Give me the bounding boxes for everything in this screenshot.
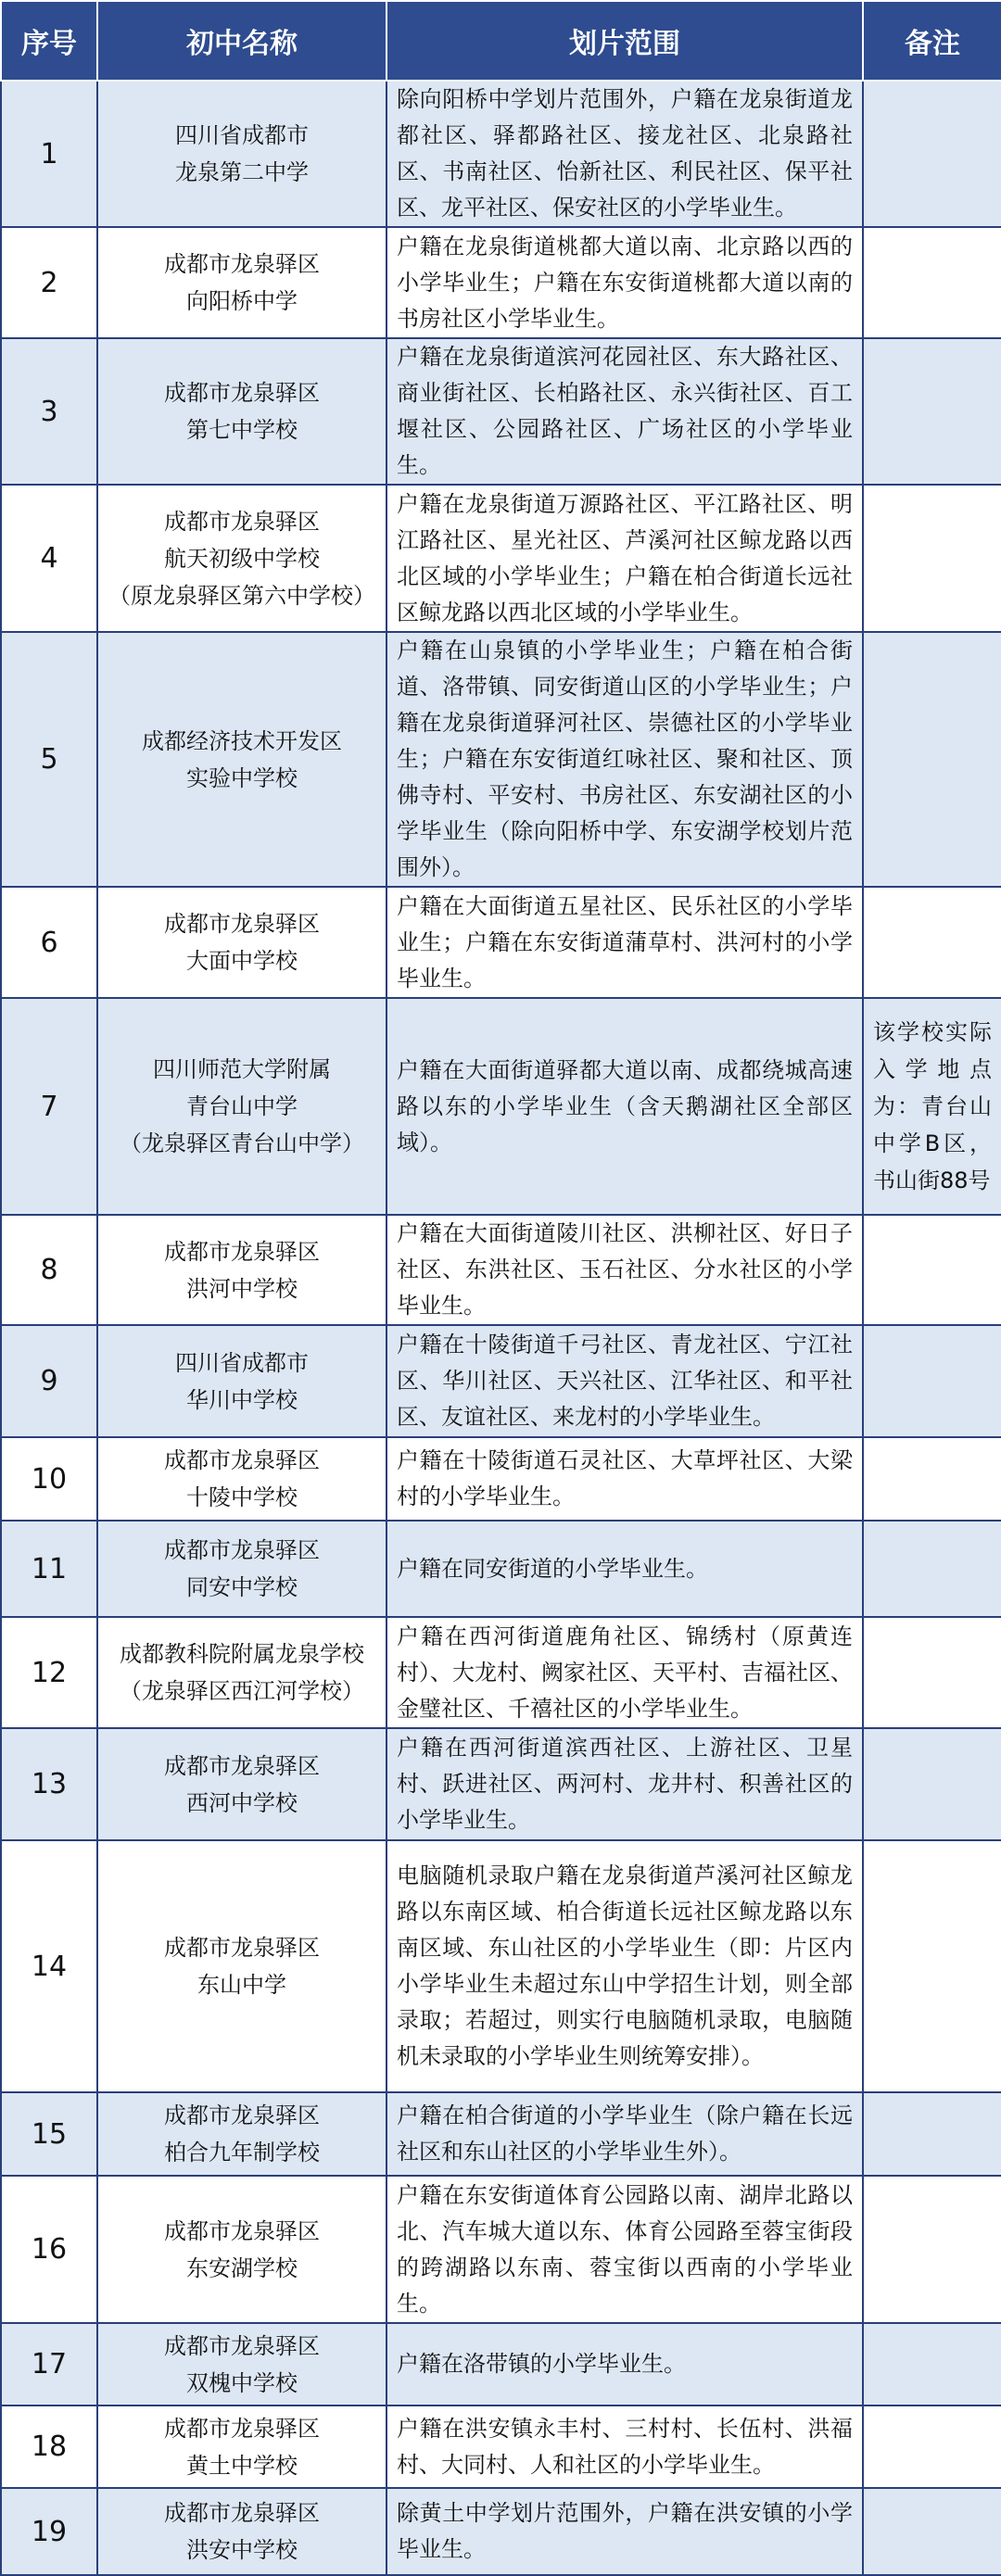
- school-name-line: 十陵中学校: [186, 1484, 298, 1510]
- table-row: [1, 338, 1001, 485]
- table-row: [1, 632, 1001, 887]
- school-name-line: 东安湖学校: [186, 2254, 298, 2281]
- row-number: 16: [1, 2176, 97, 2323]
- row-number: 10: [1, 1437, 97, 1521]
- school-name-line: 成都经济技术开发区: [142, 727, 342, 754]
- school-name: [97, 2488, 386, 2575]
- remark: [863, 1521, 1001, 1617]
- school-name: [97, 887, 386, 998]
- zoning-range: 户籍在洛带镇的小学毕业生。: [386, 2323, 863, 2406]
- remark: [863, 485, 1001, 632]
- school-name-line: 西河中学校: [186, 1789, 298, 1816]
- table-row: [1, 1728, 1001, 1840]
- school-name-line: 实验中学校: [186, 764, 298, 791]
- header-range: 划片范围: [386, 1, 863, 81]
- row-number: 1: [1, 81, 97, 227]
- zoning-range: 户籍在东安街道体育公园路以南、湖岸北路以北、汽车城大道以东、体育公园路至蓉宝街段的跨湖路以东南、蓉宝街以西南的小学毕业生。: [386, 2176, 863, 2323]
- row-number: 19: [1, 2488, 97, 2575]
- school-name-line: 成都教科院附属龙泉学校: [120, 1641, 364, 1667]
- school-name: [97, 2092, 386, 2176]
- school-name-line: 四川省成都市: [175, 1349, 309, 1376]
- zoning-range: 户籍在山泉镇的小学毕业生；户籍在柏合街道、洛带镇、同安街道山区的小学毕业生；户籍在龙泉街道驿河社区、崇德社区的小学毕业生；户籍在东安街道红咏社区、聚和社区、顶佛寺村、平安村、书房社区、东安湖社区的小学毕业生（除向阳桥中学、东安湖学校划片范围外）。: [386, 632, 863, 887]
- table-row: [1, 2092, 1001, 2176]
- school-name: [97, 338, 386, 485]
- table-row: [1, 81, 1001, 227]
- header-seq: 序号: [1, 1, 97, 81]
- school-name: [97, 1840, 386, 2092]
- school-name-line: 青台山中学: [186, 1093, 298, 1119]
- remark: [863, 2092, 1001, 2176]
- remark: [863, 81, 1001, 227]
- school-name-line: 成都市龙泉驿区: [164, 2415, 320, 2442]
- school-name: [97, 998, 386, 1215]
- zoning-range: 户籍在龙泉街道万源路社区、平江路社区、明江路社区、星光社区、芦溪河社区鲸龙路以西北区域的小学毕业生；户籍在柏合街道长远社区鲸龙路以西北区域的小学毕业生。: [386, 485, 863, 632]
- zoning-range: 户籍在洪安镇永丰村、三村村、长伍村、洪福村、大同村、人和社区的小学毕业生。: [386, 2406, 863, 2488]
- school-name-line: 向阳桥中学: [186, 288, 298, 314]
- school-name: [97, 2176, 386, 2323]
- row-number: 4: [1, 485, 97, 632]
- zoning-range: 户籍在龙泉街道滨河花园社区、东大路社区、商业街社区、长柏路社区、永兴街社区、百工堰社区、公园路社区、广场社区的小学毕业生。: [386, 338, 863, 485]
- zoning-range: 户籍在同安街道的小学毕业生。: [386, 1521, 863, 1617]
- row-number: 5: [1, 632, 97, 887]
- zoning-range: 户籍在柏合街道的小学毕业生（除户籍在长远社区和东山社区的小学毕业生外）。: [386, 2092, 863, 2176]
- row-number: 11: [1, 1521, 97, 1617]
- table-row: [1, 2488, 1001, 2575]
- remark: [863, 2176, 1001, 2323]
- remark: [863, 632, 1001, 887]
- row-number: 13: [1, 1728, 97, 1840]
- table-row: [1, 998, 1001, 1215]
- school-name-line: 黄土中学校: [186, 2452, 298, 2479]
- zoning-range: 户籍在大面街道陵川社区、洪柳社区、好日子社区、东洪社区、玉石社区、分水社区的小学毕业生。: [386, 1215, 863, 1325]
- zoning-range: 户籍在西河街道鹿角社区、锦绣村（原黄连村）、大龙村、阙家社区、天平村、吉福社区、金璧社区、千禧社区的小学毕业生。: [386, 1617, 863, 1728]
- remark: [863, 1840, 1001, 2092]
- school-name-line: 四川省成都市: [175, 122, 309, 148]
- school-name-line: 航天初级中学校: [164, 545, 320, 572]
- school-name-line: 四川师范大学附属: [153, 1056, 331, 1082]
- school-name: [97, 485, 386, 632]
- school-name-line: 同安中学校: [186, 1574, 298, 1600]
- zoning-range: 除黄土中学划片范围外，户籍在洪安镇的小学毕业生。: [386, 2488, 863, 2575]
- table-row: [1, 1215, 1001, 1325]
- remark: 该学校实际入学地点为：青台山中学B区，书山街88号: [863, 998, 1001, 1215]
- row-number: 7: [1, 998, 97, 1215]
- school-name-line: 大面中学校: [186, 948, 298, 974]
- school-name: [97, 1728, 386, 1840]
- zoning-range: 户籍在大面街道驿都大道以南、成都绕城高速路以东的小学毕业生（含天鹅湖社区全部区域）。: [386, 998, 863, 1215]
- remark: [863, 1215, 1001, 1325]
- table-row: [1, 1521, 1001, 1617]
- school-name-line: 成都市龙泉驿区: [164, 380, 320, 406]
- school-name-line: 东山中学: [197, 1972, 286, 1998]
- school-name: [97, 227, 386, 338]
- header-note: 备注: [863, 1, 1001, 81]
- table-row: [1, 1325, 1001, 1437]
- school-name: [97, 1437, 386, 1521]
- row-number: 17: [1, 2323, 97, 2406]
- table-row: [1, 1437, 1001, 1521]
- table-row: [1, 2323, 1001, 2406]
- table-row: [1, 227, 1001, 338]
- table-row: [1, 485, 1001, 632]
- table-header-row: [1, 1, 1001, 81]
- zoning-range: 户籍在十陵街道石灵社区、大草坪社区、大梁村的小学毕业生。: [386, 1437, 863, 1521]
- row-number: 3: [1, 338, 97, 485]
- remark: [863, 887, 1001, 998]
- table-row: [1, 1840, 1001, 2092]
- header-school: 初中名称: [97, 1, 386, 81]
- school-name-line: 成都市龙泉驿区: [164, 1238, 320, 1265]
- school-name-line: 双槐中学校: [186, 2369, 298, 2396]
- school-name-line: 成都市龙泉驿区: [164, 508, 320, 535]
- remark: [863, 227, 1001, 338]
- school-name-line: 成都市龙泉驿区: [164, 2500, 320, 2526]
- row-number: 15: [1, 2092, 97, 2176]
- school-name-line: 洪河中学校: [186, 1275, 298, 1302]
- school-name-line: 成都市龙泉驿区: [164, 2102, 320, 2128]
- remark: [863, 1617, 1001, 1728]
- remark: [863, 2323, 1001, 2406]
- school-name: [97, 1325, 386, 1437]
- school-name-line: （原龙泉驿区第六中学校）: [108, 582, 375, 609]
- row-number: 12: [1, 1617, 97, 1728]
- school-name-line: （龙泉驿区西江河学校）: [120, 1678, 364, 1704]
- row-number: 8: [1, 1215, 97, 1325]
- zoning-range: 电脑随机录取户籍在龙泉街道芦溪河社区鲸龙路以东南区域、柏合街道长远社区鲸龙路以东南区域、东山社区的小学毕业生（即：片区内小学毕业生未超过东山中学招生计划，则全部录取；若超过，则实行电脑随机录取，电脑随机未录取的小学毕业生则统筹安排）。: [386, 1840, 863, 2092]
- school-name-line: （龙泉驿区青台山中学）: [120, 1130, 364, 1156]
- school-name-line: 成都市龙泉驿区: [164, 1935, 320, 1961]
- row-number: 2: [1, 227, 97, 338]
- table-row: [1, 2406, 1001, 2488]
- school-name-line: 成都市龙泉驿区: [164, 251, 320, 277]
- remark: [863, 338, 1001, 485]
- school-name: [97, 81, 386, 227]
- school-name-line: 成都市龙泉驿区: [164, 2332, 320, 2359]
- table-row: [1, 887, 1001, 998]
- school-name: [97, 632, 386, 887]
- row-number: 9: [1, 1325, 97, 1437]
- row-number: 6: [1, 887, 97, 998]
- school-name-line: 成都市龙泉驿区: [164, 2217, 320, 2244]
- row-number: 14: [1, 1840, 97, 2092]
- school-name-line: 第七中学校: [186, 417, 298, 443]
- school-name: [97, 1215, 386, 1325]
- row-number: 18: [1, 2406, 97, 2488]
- remark: [863, 1325, 1001, 1437]
- remark: [863, 1437, 1001, 1521]
- school-name-line: 华川中学校: [186, 1386, 298, 1413]
- remark: [863, 1728, 1001, 1840]
- zoning-range: 除向阳桥中学划片范围外，户籍在龙泉街道龙都社区、驿都路社区、接龙社区、北泉路社区、书南社区、怡新社区、利民社区、保平社区、龙平社区、保安社区的小学毕业生。: [386, 81, 863, 227]
- remark: [863, 2406, 1001, 2488]
- zoning-range: 户籍在十陵街道千弓社区、青龙社区、宁江社区、华川社区、天兴社区、江华社区、和平社区、友谊社区、来龙村的小学毕业生。: [386, 1325, 863, 1437]
- school-name-line: 成都市龙泉驿区: [164, 911, 320, 937]
- school-name: [97, 1521, 386, 1617]
- school-name: [97, 2406, 386, 2488]
- zoning-range: 户籍在大面街道五星社区、民乐社区的小学毕业生；户籍在东安街道蒲草村、洪河村的小学毕业生。: [386, 887, 863, 998]
- school-name-line: 成都市龙泉驿区: [164, 1447, 320, 1473]
- zoning-range: 户籍在龙泉街道桃都大道以南、北京路以西的小学毕业生；户籍在东安街道桃都大道以南的书房社区小学毕业生。: [386, 227, 863, 338]
- school-name-line: 洪安中学校: [186, 2537, 298, 2563]
- table-row: [1, 2176, 1001, 2323]
- school-name-line: 成都市龙泉驿区: [164, 1752, 320, 1779]
- remark: [863, 2488, 1001, 2575]
- school-name: [97, 2323, 386, 2406]
- table-row: [1, 1617, 1001, 1728]
- school-name-line: 柏合九年制学校: [164, 2140, 320, 2166]
- school-name: [97, 1617, 386, 1728]
- school-name-line: 成都市龙泉驿区: [164, 1537, 320, 1563]
- school-name-line: 龙泉第二中学: [175, 159, 309, 185]
- zoning-range: 户籍在西河街道滨西社区、上游社区、卫星村、跃进社区、两河村、龙井村、积善社区的小学毕业生。: [386, 1728, 863, 1840]
